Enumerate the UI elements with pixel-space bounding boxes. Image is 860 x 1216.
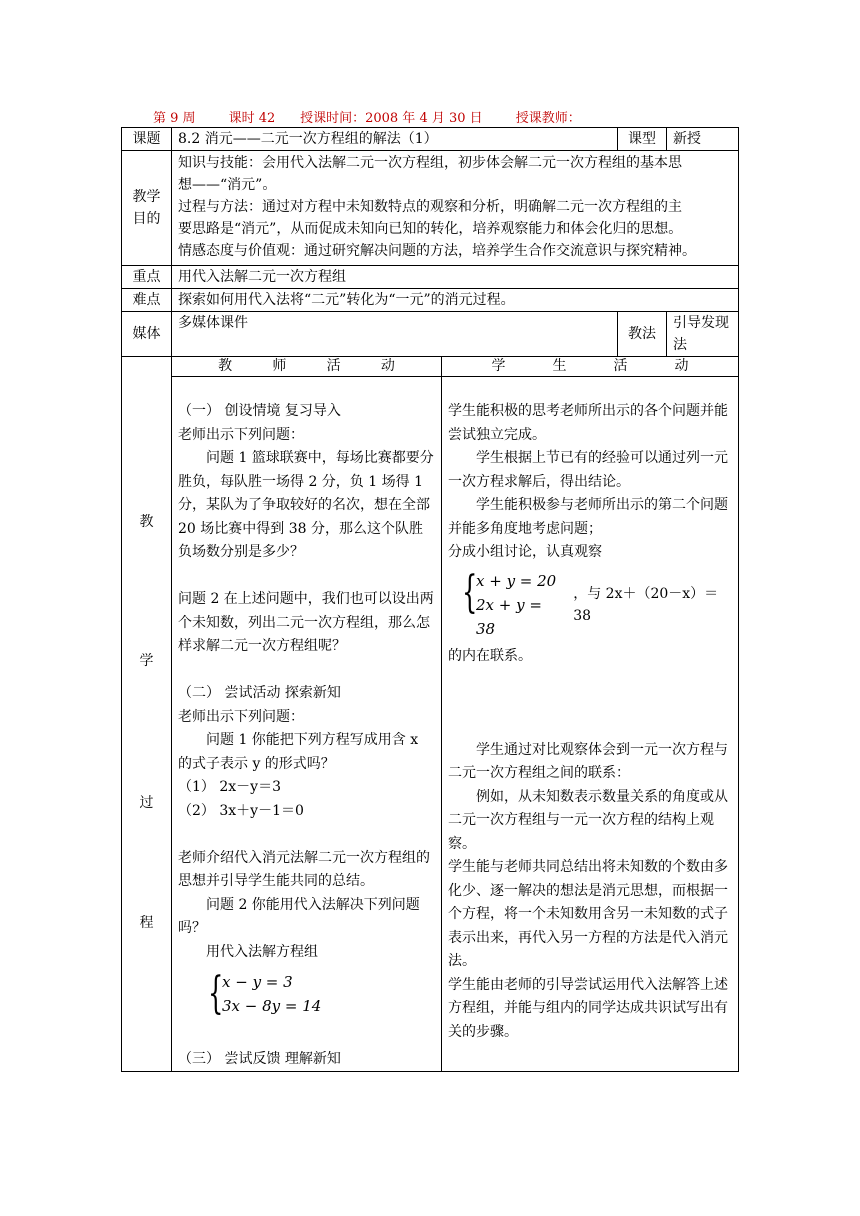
question-1: 问题 1 篮球联赛中，每场比赛都要分胜负，每队胜一场得 2 分，负 1 场得 1 分，某队为了争取较好的名次，想在全部 20 场比赛中得到 38 分，那么这个队胜负场数分别是多少？ [178,450,434,560]
student-activity-head: 学 生 活 动 [442,357,739,377]
topic-row [122,128,739,151]
difficulty-label: 难点 [122,289,172,312]
process-label-char: 过 [139,795,154,811]
type-value: 新授 [667,128,739,151]
goals-content [172,151,739,266]
lesson-header [153,107,581,126]
process-head-row [122,357,739,377]
key-value: 用代入法解二元一次方程组 [172,266,739,289]
process-label [122,357,172,1072]
process-label-char: 程 [139,915,154,931]
topic-value: 8.2 消元——二元一次方程组的解法（1） [172,128,618,151]
goal-line: 过程与方法：通过对方程中未知数特点的观察和分析，明确解二元一次方程组的主 [178,199,682,215]
process-label-char: 学 [139,653,154,669]
brace-icon: { [208,968,224,1019]
goal-line: 要思路是“消元”，从而促成未知向已知的转化，培养观察能力和体会化归的思想。 [178,221,683,237]
equation-system: { x − y = 3 3x − 8y = 14 [208,968,322,1019]
method-label: 教法 [618,312,667,357]
goal-line: 知识与技能：会用代入法解二元一次方程组，初步体会解二元一次方程组的基本思 [178,155,682,171]
teacher-activity: （一） 创设情境 复习导入 老师出示下列问题： 问题 1 篮球联赛中，每场比赛都要分胜负，每队胜一场得 2 分，负 1 场得 1 分，某队为了争取较好的名次，想在全部 20 场比赛中得到 38 分，那么这个队胜负场数分别是多少？ 问题 2 在上述问题中，我们也可以设出两个未知数，列出二元一次方程组，那么怎样求解二元一次方程组呢？ （二） 尝试活动 探索新知 老师出示下列问题： 问题 1 你能把下列方程写成用含 x 的式子表示 y 的形式吗？ （1） 2x－y＝3 （2） 3x＋y－1＝0 老师介绍代入消元法解二元一次方程组的思想并引导学生能共同的总结。 问题 2 你能用代入法解决下列问题吗？ 用代入法解方程组 { x − y = 3 3x − 8y = 14 （三） 尝试反馈 理解新知 [172,377,442,1072]
equation: （1） 2x－y＝3 [178,779,281,795]
type-label: 课型 [618,128,667,151]
goals-row [122,151,739,266]
goals-label: 教学 目的 [122,151,172,266]
teacher-activity-head: 教 师 活 动 [172,357,442,377]
equation: （2） 3x＋y－1＝0 [178,802,304,819]
section-title: （二） 尝试活动 探索新知 [178,685,341,701]
topic-label: 课题 [122,128,172,151]
media-row [122,312,739,357]
media-value: 多媒体课件 [172,312,618,357]
lesson-number: 课时 42 [228,111,276,126]
process-label-char: 教 [139,514,154,530]
process-body-row [122,377,739,1072]
week: 第 9 周 [153,111,196,126]
key-label: 重点 [122,266,172,289]
media-label: 媒体 [122,312,172,357]
method-value: 引导发现法 [667,312,739,357]
lesson-date: 授课时间：2008 年 4 月 30 日 [300,111,483,126]
teacher-name: 授课教师： [515,111,581,126]
student-activity: 学生能积极的思考老师所出示的各个问题并能尝试独立完成。 学生根据上节已有的经验可以通过列一元一次方程求解后，得出结论。 学生能积极参与老师所出示的第二个问题并能多角度地考虑问题； 分成小组讨论，认真观察 { x + y = 20 2x + y = 38 ，与 2x＋（20－x）＝38 的内在联系。 学生通过对比观察体会到一元一次方程与二元一次方程组之间的联系： 例如，从未知数表示数量关系的角度或从二元一次方程组与一元一次方程的结构上观察。 学生能与老师共同总结出将未知数的个数由多化少、逐一解决的想法是消元思想，而根据一个方程，将一个未知数用含另一未知数的式子表示出来，再代入另一方程的方法是代入消元法。 学生能由老师的引导尝试运用代入法解答上述方程组，并能与组内的同学达成共识试写出有关的步骤。 [442,377,739,1072]
question-2: 问题 2 在上述问题中，我们也可以设出两个未知数，列出二元一次方程组，那么怎样求解二元一次方程组呢？ [178,591,434,654]
lesson-plan-table [121,127,739,1072]
goal-line: 情感态度与价值观：通过研究解决问题的方法，培养学生合作交流意识与探究精神。 [178,243,696,259]
key-row [122,266,739,289]
section-title: （三） 尝试反馈 理解新知 [178,1050,341,1067]
question-2: 问题 2 你能用代入法解决下列问题吗？ [178,896,420,936]
equation-system: { x + y = 20 2x + y = 38 ，与 2x＋（20－x）＝38 [448,565,732,645]
brace-icon: { [462,566,478,618]
goal-line: 想——“消元”。 [178,177,277,193]
difficulty-row [122,289,739,312]
section-title: （一） 创设情境 复习导入 [178,403,341,419]
question-1: 问题 1 你能把下列方程写成用含 x 的式子表示 y 的形式吗？ [178,732,419,772]
difficulty-value: 探索如何用代入法将“二元”转化为“一元”的消元过程。 [172,289,739,312]
